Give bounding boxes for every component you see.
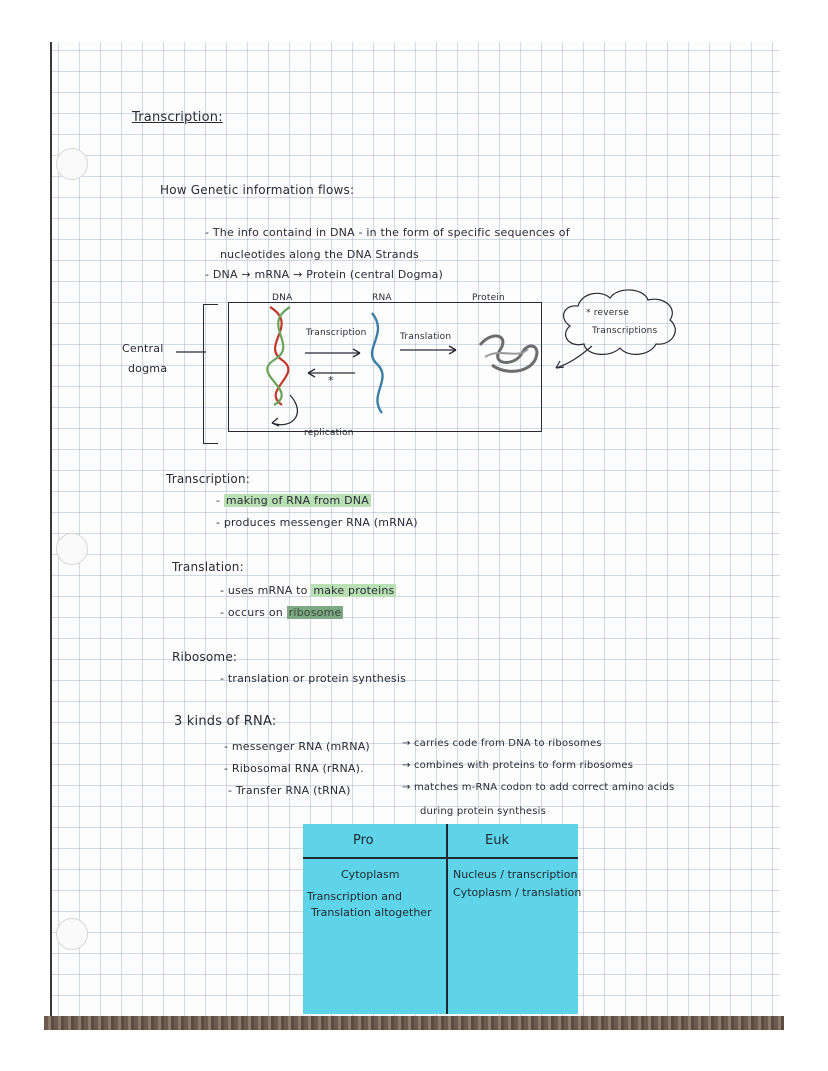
transcription-item-2: - produces messenger RNA (mRNA) [216, 516, 418, 529]
rna-kind-desc-3: → matches m-RNA codon to add correct amino acids [402, 782, 675, 793]
table-column-divider [446, 824, 448, 1014]
translation-item-2-highlight: ribosome [288, 606, 342, 619]
translation-item-1-prefix: - uses mRNA to [220, 584, 308, 597]
binder-hole-middle [56, 533, 88, 565]
table-header-euk: Euk [485, 833, 509, 848]
dogma-bracket [203, 304, 218, 444]
transcription-heading: Transcription: [166, 472, 251, 486]
transcription-arrow-label: Transcription [306, 328, 367, 338]
rna-kind-name-1: - messenger RNA (mRNA) [224, 740, 370, 753]
rna-kind-desc-3-continued: during protein synthesis [420, 806, 547, 817]
flow-bullet-1: - The info containd in DNA - in the form of specific sequences of [205, 226, 570, 239]
rna-kind-desc-2: → combines with proteins to form ribosomes [402, 760, 634, 771]
pro-cell-line-3: Translation altogether [311, 906, 432, 919]
rna-kinds-heading: 3 kinds of RNA: [174, 714, 277, 729]
table-header-divider [303, 857, 578, 859]
rna-kind-name-2: - Ribosomal RNA (rRNA). [224, 762, 364, 775]
rna-strand [372, 313, 383, 413]
binder-hole-bottom [56, 918, 88, 950]
cloud-text-2: Transcriptions [592, 326, 658, 336]
euk-cell-line-2: Cytoplasm / translation [453, 886, 582, 899]
dna-label: DNA [272, 293, 293, 303]
binder-hole-top [56, 148, 88, 180]
ribosome-heading: Ribosome: [172, 650, 238, 664]
transcription-item-1-highlight: making of RNA from DNA [225, 494, 369, 507]
euk-cell-line-1: Nucleus / transcription [453, 868, 578, 881]
rna-label: RNA [372, 293, 392, 303]
transcription-item-1-prefix: - [216, 494, 221, 507]
rna-kind-desc-1: → carries code from DNA to ribosomes [402, 738, 602, 749]
pro-cell-line-2: Transcription and [307, 890, 402, 903]
flow-heading: How Genetic information flows: [160, 183, 355, 197]
pro-cell-line-1: Cytoplasm [341, 868, 400, 881]
replication-label: replication [304, 428, 354, 438]
central-dogma-label-2: dogma [128, 362, 168, 375]
translation-item-2-prefix: - occurs on [220, 606, 283, 619]
flow-bullet-3: - DNA → mRNA → Protein (central Dogma) [205, 268, 444, 281]
reverse-star: * [328, 374, 334, 387]
cloud-text-1: * reverse [586, 308, 629, 318]
translation-item-1-highlight: make proteins [313, 584, 395, 597]
translation-heading: Translation: [172, 560, 244, 574]
desk-surface [44, 1016, 784, 1030]
flow-bullet-2: nucleotides along the DNA Strands [220, 248, 419, 261]
ribosome-item-1: - translation or protein synthesis [220, 672, 407, 685]
dna-helix-green [267, 307, 290, 405]
rna-kind-name-3: - Transfer RNA (tRNA) [228, 784, 351, 797]
pro-euk-table [303, 824, 582, 1014]
translation-item-2 [220, 606, 343, 619]
table-header-pro: Pro [353, 833, 374, 848]
translation-arrow-label: Translation [400, 332, 452, 342]
transcription-item-1 [216, 494, 371, 507]
translation-item-1 [220, 584, 396, 597]
central-dogma-label-1: Central [122, 342, 164, 355]
dogma-drawing [260, 305, 560, 435]
protein-label: Protein [472, 293, 505, 303]
page-title: Transcription: [132, 110, 223, 125]
